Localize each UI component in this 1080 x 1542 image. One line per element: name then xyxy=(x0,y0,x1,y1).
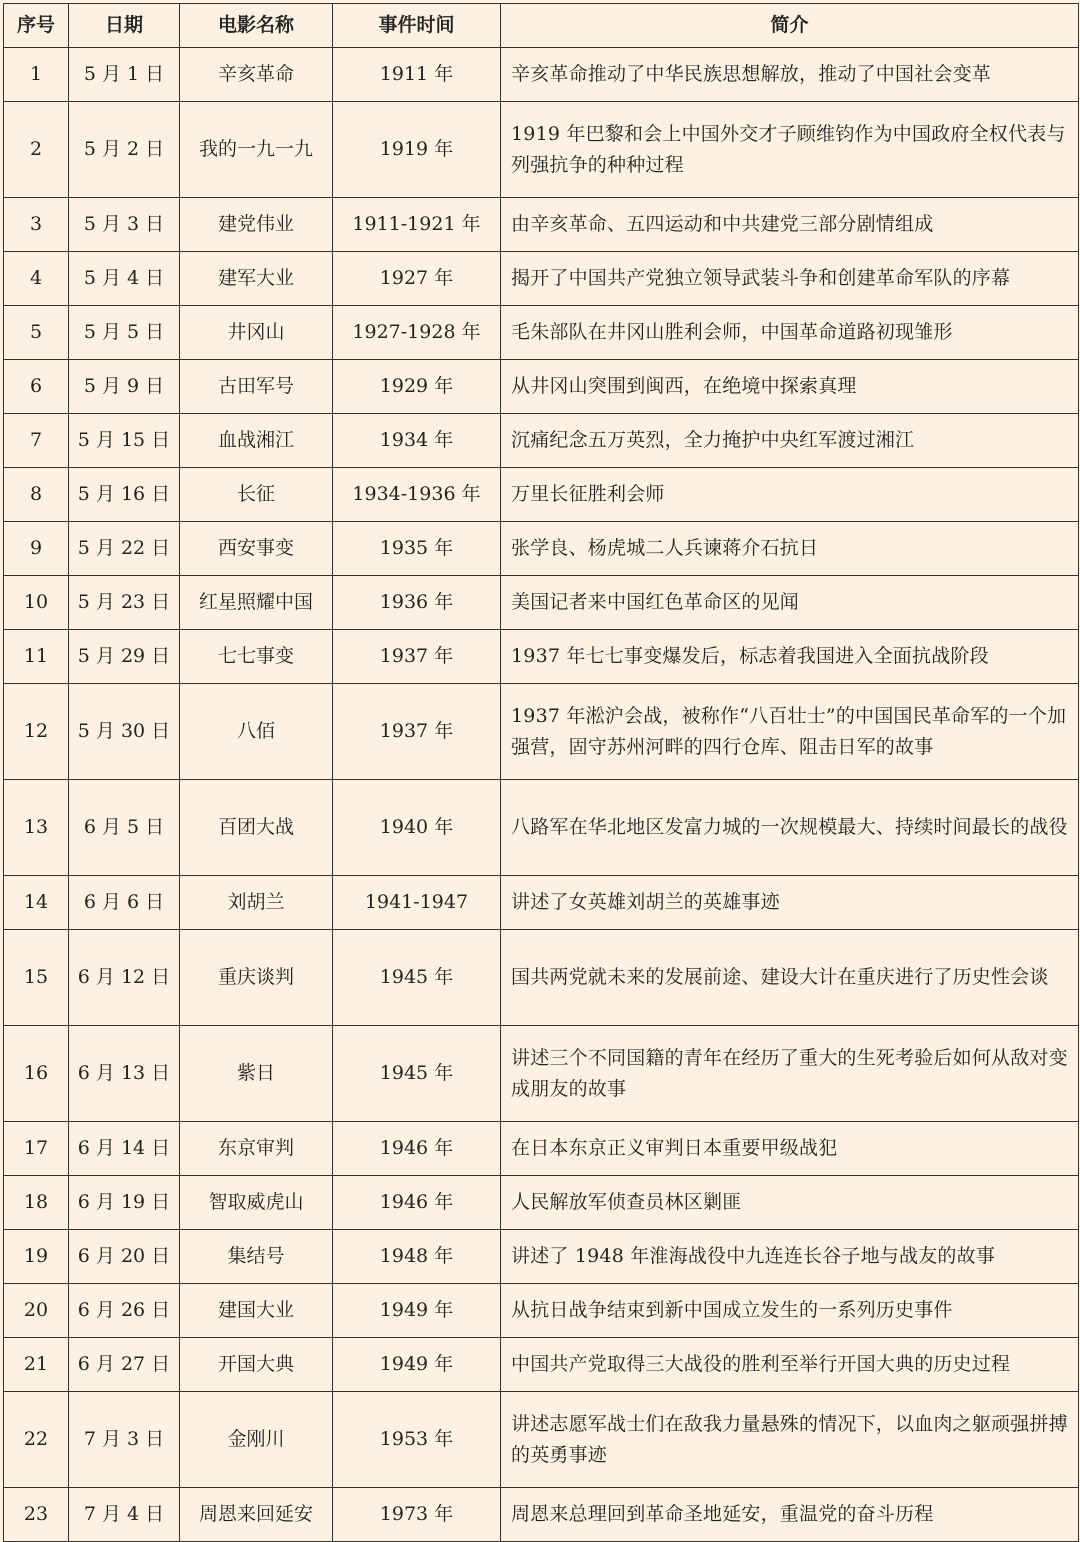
cell-film-title: 金刚川 xyxy=(180,1392,333,1488)
cell-date: 6 月 13 日 xyxy=(69,1026,180,1122)
table-row xyxy=(4,1338,1079,1392)
cell-summary: 辛亥革命推动了中华民族思想解放，推动了中国社会变革 xyxy=(501,48,1079,102)
cell-date: 6 月 19 日 xyxy=(69,1176,180,1230)
cell-index: 17 xyxy=(4,1122,69,1176)
cell-event-time: 1945 年 xyxy=(333,930,501,1026)
cell-index: 8 xyxy=(4,468,69,522)
cell-date: 7 月 3 日 xyxy=(69,1392,180,1488)
cell-index: 7 xyxy=(4,414,69,468)
table-row xyxy=(4,1392,1079,1488)
cell-date: 5 月 29 日 xyxy=(69,630,180,684)
cell-film-title: 百团大战 xyxy=(180,780,333,876)
table-row xyxy=(4,198,1079,252)
cell-index: 19 xyxy=(4,1230,69,1284)
cell-index: 22 xyxy=(4,1392,69,1488)
cell-date: 5 月 23 日 xyxy=(69,576,180,630)
table-row xyxy=(4,414,1079,468)
cell-film-title: 周恩来回延安 xyxy=(180,1488,333,1542)
cell-summary: 揭开了中国共产党独立领导武装斗争和创建革命军队的序幕 xyxy=(501,252,1079,306)
cell-date: 5 月 22 日 xyxy=(69,522,180,576)
table-row xyxy=(4,1176,1079,1230)
cell-summary: 讲述三个不同国籍的青年在经历了重大的生死考验后如何从敌对变成朋友的故事 xyxy=(501,1026,1079,1122)
film-schedule-table xyxy=(3,3,1079,1542)
cell-event-time: 1927-1928 年 xyxy=(333,306,501,360)
cell-film-title: 西安事变 xyxy=(180,522,333,576)
cell-event-time: 1911-1921 年 xyxy=(333,198,501,252)
cell-film-title: 东京审判 xyxy=(180,1122,333,1176)
cell-event-time: 1953 年 xyxy=(333,1392,501,1488)
cell-date: 5 月 15 日 xyxy=(69,414,180,468)
cell-event-time: 1934 年 xyxy=(333,414,501,468)
table-row xyxy=(4,780,1079,876)
cell-summary: 从抗日战争结束到新中国成立发生的一系列历史事件 xyxy=(501,1284,1079,1338)
cell-event-time: 1948 年 xyxy=(333,1230,501,1284)
cell-film-title: 集结号 xyxy=(180,1230,333,1284)
table-row xyxy=(4,1230,1079,1284)
header-film-title: 电影名称 xyxy=(180,4,333,48)
cell-film-title: 辛亥革命 xyxy=(180,48,333,102)
cell-summary: 美国记者来中国红色革命区的见闻 xyxy=(501,576,1079,630)
cell-film-title: 红星照耀中国 xyxy=(180,576,333,630)
cell-summary: 八路军在华北地区发富力城的一次规模最大、持续时间最长的战役 xyxy=(501,780,1079,876)
header-date: 日期 xyxy=(69,4,180,48)
cell-summary: 张学良、杨虎城二人兵谏蒋介石抗日 xyxy=(501,522,1079,576)
cell-event-time: 1946 年 xyxy=(333,1122,501,1176)
cell-summary: 由辛亥革命、五四运动和中共建党三部分剧情组成 xyxy=(501,198,1079,252)
cell-index: 6 xyxy=(4,360,69,414)
table-body xyxy=(4,48,1079,1542)
cell-summary: 讲述了女英雄刘胡兰的英雄事迹 xyxy=(501,876,1079,930)
cell-film-title: 紫日 xyxy=(180,1026,333,1122)
cell-summary: 毛朱部队在井冈山胜利会师，中国革命道路初现雏形 xyxy=(501,306,1079,360)
cell-index: 10 xyxy=(4,576,69,630)
cell-index: 2 xyxy=(4,102,69,198)
cell-film-title: 古田军号 xyxy=(180,360,333,414)
cell-summary: 中国共产党取得三大战役的胜利至举行开国大典的历史过程 xyxy=(501,1338,1079,1392)
cell-event-time: 1935 年 xyxy=(333,522,501,576)
cell-event-time: 1919 年 xyxy=(333,102,501,198)
cell-index: 14 xyxy=(4,876,69,930)
cell-index: 15 xyxy=(4,930,69,1026)
cell-index: 11 xyxy=(4,630,69,684)
cell-date: 6 月 14 日 xyxy=(69,1122,180,1176)
table-row xyxy=(4,1026,1079,1122)
cell-film-title: 智取威虎山 xyxy=(180,1176,333,1230)
cell-date: 5 月 5 日 xyxy=(69,306,180,360)
table-row xyxy=(4,1488,1079,1542)
cell-summary: 1937 年淞沪会战，被称作“八百壮士”的中国国民革命军的一个加强营，固守苏州河畔的四行仓库、阻击日军的故事 xyxy=(501,684,1079,780)
cell-summary: 万里长征胜利会师 xyxy=(501,468,1079,522)
cell-event-time: 1937 年 xyxy=(333,630,501,684)
table-row xyxy=(4,630,1079,684)
cell-index: 4 xyxy=(4,252,69,306)
table-row xyxy=(4,306,1079,360)
cell-date: 6 月 20 日 xyxy=(69,1230,180,1284)
cell-film-title: 血战湘江 xyxy=(180,414,333,468)
cell-event-time: 1940 年 xyxy=(333,780,501,876)
cell-index: 13 xyxy=(4,780,69,876)
cell-summary: 讲述志愿军战士们在敌我力量悬殊的情况下，以血肉之躯顽强拼搏的英勇事迹 xyxy=(501,1392,1079,1488)
cell-event-time: 1973 年 xyxy=(333,1488,501,1542)
cell-event-time: 1936 年 xyxy=(333,576,501,630)
cell-date: 5 月 2 日 xyxy=(69,102,180,198)
cell-index: 21 xyxy=(4,1338,69,1392)
cell-event-time: 1949 年 xyxy=(333,1338,501,1392)
cell-date: 5 月 4 日 xyxy=(69,252,180,306)
cell-film-title: 重庆谈判 xyxy=(180,930,333,1026)
cell-event-time: 1941-1947 xyxy=(333,876,501,930)
cell-summary: 周恩来总理回到革命圣地延安，重温党的奋斗历程 xyxy=(501,1488,1079,1542)
cell-summary: 国共两党就未来的发展前途、建设大计在重庆进行了历史性会谈 xyxy=(501,930,1079,1026)
cell-event-time: 1929 年 xyxy=(333,360,501,414)
cell-film-title: 井冈山 xyxy=(180,306,333,360)
cell-summary: 从井冈山突围到闽西，在绝境中探索真理 xyxy=(501,360,1079,414)
table-row xyxy=(4,876,1079,930)
cell-film-title: 我的一九一九 xyxy=(180,102,333,198)
cell-film-title: 长征 xyxy=(180,468,333,522)
cell-event-time: 1927 年 xyxy=(333,252,501,306)
cell-film-title: 建国大业 xyxy=(180,1284,333,1338)
cell-index: 18 xyxy=(4,1176,69,1230)
cell-summary: 讲述了 1948 年淮海战役中九连连长谷子地与战友的故事 xyxy=(501,1230,1079,1284)
cell-film-title: 刘胡兰 xyxy=(180,876,333,930)
cell-summary: 1919 年巴黎和会上中国外交才子顾维钧作为中国政府全权代表与列强抗争的种种过程 xyxy=(501,102,1079,198)
cell-film-title: 七七事变 xyxy=(180,630,333,684)
header-summary: 简介 xyxy=(501,4,1079,48)
header-index: 序号 xyxy=(4,4,69,48)
cell-index: 9 xyxy=(4,522,69,576)
cell-summary: 人民解放军侦查员林区剿匪 xyxy=(501,1176,1079,1230)
cell-summary: 沉痛纪念五万英烈，全力掩护中央红军渡过湘江 xyxy=(501,414,1079,468)
cell-event-time: 1946 年 xyxy=(333,1176,501,1230)
cell-date: 5 月 1 日 xyxy=(69,48,180,102)
cell-event-time: 1937 年 xyxy=(333,684,501,780)
cell-index: 23 xyxy=(4,1488,69,1542)
cell-index: 12 xyxy=(4,684,69,780)
cell-index: 5 xyxy=(4,306,69,360)
header-event-time: 事件时间 xyxy=(333,4,501,48)
table-row xyxy=(4,1284,1079,1338)
table-row xyxy=(4,252,1079,306)
cell-index: 3 xyxy=(4,198,69,252)
table-row xyxy=(4,930,1079,1026)
cell-date: 6 月 12 日 xyxy=(69,930,180,1026)
cell-event-time: 1949 年 xyxy=(333,1284,501,1338)
table-row xyxy=(4,468,1079,522)
cell-event-time: 1911 年 xyxy=(333,48,501,102)
cell-date: 6 月 26 日 xyxy=(69,1284,180,1338)
cell-date: 5 月 9 日 xyxy=(69,360,180,414)
cell-film-title: 建军大业 xyxy=(180,252,333,306)
table-row xyxy=(4,360,1079,414)
cell-date: 7 月 4 日 xyxy=(69,1488,180,1542)
cell-film-title: 开国大典 xyxy=(180,1338,333,1392)
cell-event-time: 1934-1936 年 xyxy=(333,468,501,522)
cell-film-title: 建党伟业 xyxy=(180,198,333,252)
cell-date: 5 月 16 日 xyxy=(69,468,180,522)
table-row xyxy=(4,684,1079,780)
cell-summary: 1937 年七七事变爆发后，标志着我国进入全面抗战阶段 xyxy=(501,630,1079,684)
cell-date: 5 月 3 日 xyxy=(69,198,180,252)
cell-film-title: 八佰 xyxy=(180,684,333,780)
cell-index: 1 xyxy=(4,48,69,102)
table-row xyxy=(4,522,1079,576)
cell-date: 5 月 30 日 xyxy=(69,684,180,780)
table-row xyxy=(4,48,1079,102)
cell-date: 6 月 6 日 xyxy=(69,876,180,930)
cell-summary: 在日本东京正义审判日本重要甲级战犯 xyxy=(501,1122,1079,1176)
table-row xyxy=(4,1122,1079,1176)
cell-index: 20 xyxy=(4,1284,69,1338)
table-row xyxy=(4,102,1079,198)
cell-event-time: 1945 年 xyxy=(333,1026,501,1122)
table-row xyxy=(4,576,1079,630)
table-header-row xyxy=(4,4,1079,48)
cell-date: 6 月 5 日 xyxy=(69,780,180,876)
cell-index: 16 xyxy=(4,1026,69,1122)
cell-date: 6 月 27 日 xyxy=(69,1338,180,1392)
